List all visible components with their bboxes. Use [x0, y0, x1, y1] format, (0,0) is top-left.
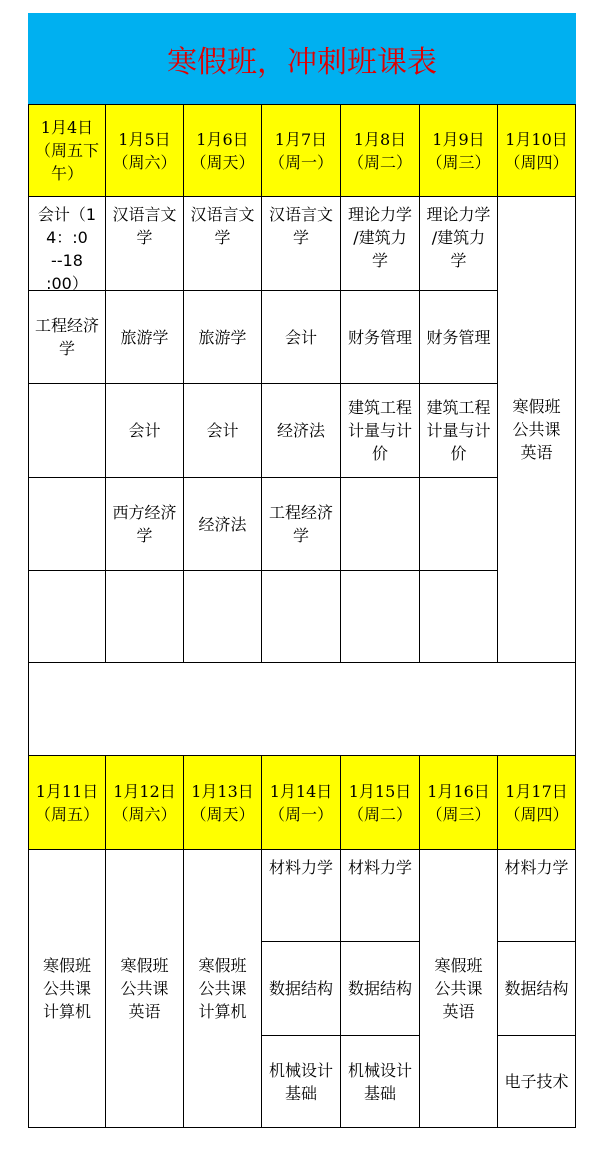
- header-cell: 1月15日 （周二）: [341, 756, 420, 850]
- schedule-cell: 工程经济 学: [28, 291, 106, 384]
- schedule-cell: 会计: [184, 384, 262, 478]
- schedule-cell: 经济法: [262, 384, 341, 478]
- schedule-cell: 会计（1 4：:0 --18 :00）: [28, 197, 106, 291]
- schedule-cell: 建筑工程 计量与计 价: [420, 384, 498, 478]
- header-cell: 1月12日 （周六）: [106, 756, 184, 850]
- header-cell: 1月5日 （周六）: [106, 104, 184, 197]
- schedule-cell: 材料力学: [341, 850, 420, 942]
- schedule-cell: 数据结构: [262, 942, 341, 1036]
- schedule-cell: 汉语言文 学: [106, 197, 184, 291]
- header-cell: 1月13日 （周天）: [184, 756, 262, 850]
- schedule-cell: 材料力学: [262, 850, 341, 942]
- schedule-cell: 旅游学: [106, 291, 184, 384]
- schedule-cell: 经济法: [184, 478, 262, 571]
- schedule-cell: 工程经济 学: [262, 478, 341, 571]
- schedule-cell: 建筑工程 计量与计 价: [341, 384, 420, 478]
- schedule-cell: 财务管理: [341, 291, 420, 384]
- schedule-cell: 理论力学 /建筑力 学: [420, 197, 498, 291]
- schedule-cell: [106, 571, 184, 663]
- header-cell: 1月4日 （周五下 午）: [28, 104, 106, 197]
- header-cell: 1月10日 （周四）: [498, 104, 576, 197]
- schedule-cell: 汉语言文 学: [262, 197, 341, 291]
- schedule-cell-merged: 寒假班 公共课 英语: [106, 850, 184, 1128]
- schedule-cell: 材料力学: [498, 850, 576, 942]
- schedule-cell: 会计: [106, 384, 184, 478]
- schedule-cell: [262, 571, 341, 663]
- schedule-cell: 电子技术: [498, 1036, 576, 1128]
- schedule-cell: 机械设计 基础: [341, 1036, 420, 1128]
- schedule-cell: [420, 571, 498, 663]
- schedule-cell: 理论力学 /建筑力 学: [341, 197, 420, 291]
- header-cell: 1月17日 （周四）: [498, 756, 576, 850]
- schedule-cell: [28, 478, 106, 571]
- header-cell: 1月14日 （周一）: [262, 756, 341, 850]
- schedule-cell-merged: 寒假班 公共课 英语: [498, 197, 576, 663]
- header-cell: 1月16日 （周三）: [420, 756, 498, 850]
- page-title: 寒假班，冲刺班课表: [28, 13, 576, 104]
- schedule-cell: 机械设计 基础: [262, 1036, 341, 1128]
- schedule-cell: [420, 478, 498, 571]
- schedule-cell: [341, 478, 420, 571]
- schedule-cell: 西方经济 学: [106, 478, 184, 571]
- schedule-cell: [184, 571, 262, 663]
- header-cell: 1月8日 （周二）: [341, 104, 420, 197]
- schedule-cell-merged: 寒假班 公共课 英语: [420, 850, 498, 1128]
- spacer-row: [28, 663, 576, 756]
- header-cell: 1月6日 （周天）: [184, 104, 262, 197]
- schedule-cell: [341, 571, 420, 663]
- schedule-cell: 旅游学: [184, 291, 262, 384]
- schedule-cell-merged: 寒假班 公共课 计算机: [184, 850, 262, 1128]
- schedule-cell-merged: 寒假班 公共课 计算机: [28, 850, 106, 1128]
- schedule-cell: 数据结构: [498, 942, 576, 1036]
- header-cell: 1月9日 （周三）: [420, 104, 498, 197]
- schedule-cell: [28, 571, 106, 663]
- schedule-cell: 汉语言文 学: [184, 197, 262, 291]
- schedule-cell: 财务管理: [420, 291, 498, 384]
- header-cell: 1月7日 （周一）: [262, 104, 341, 197]
- schedule-cell: 会计: [262, 291, 341, 384]
- schedule-cell: [28, 384, 106, 478]
- header-cell: 1月11日 （周五）: [28, 756, 106, 850]
- schedule-cell: 数据结构: [341, 942, 420, 1036]
